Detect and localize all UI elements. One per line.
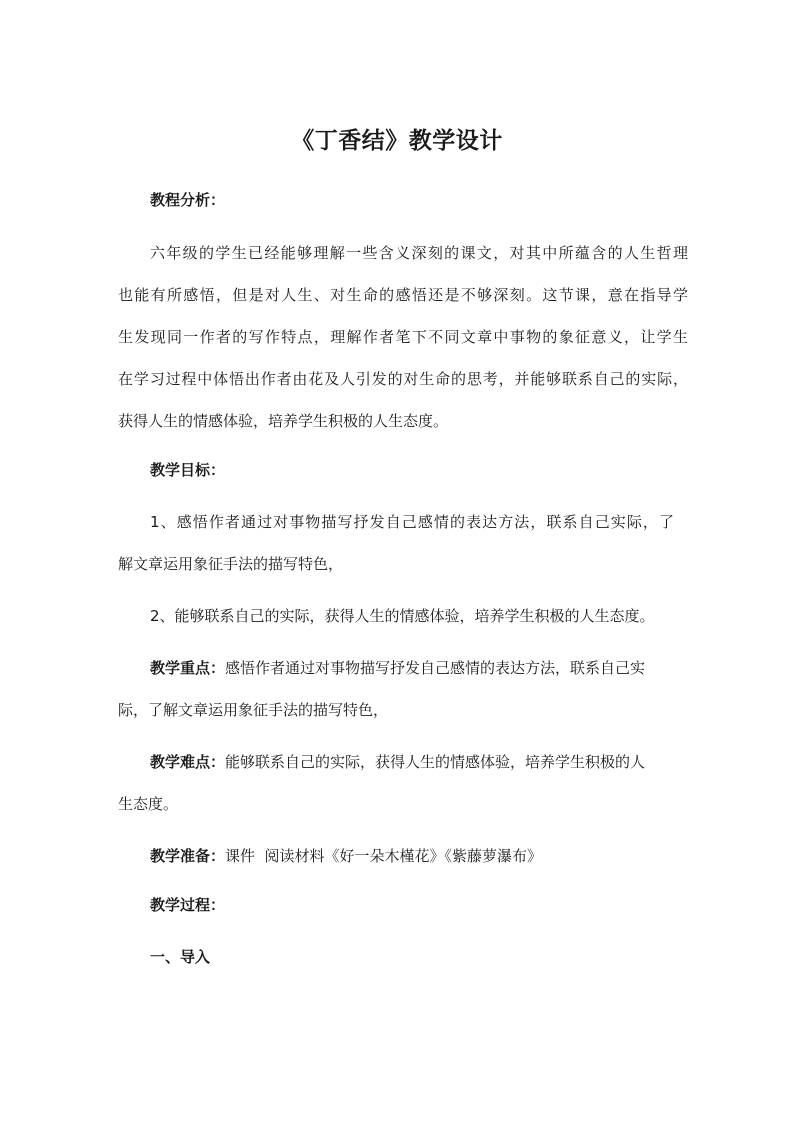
objective-1-line-1: 1、感悟作者通过对事物描写抒发自己感情的表达方法，联系自己实际，了 — [150, 513, 674, 531]
process-section-1: 一、导入 — [150, 948, 211, 966]
key-points-text: 感悟作者通过对事物描写抒发自己感情的表达方法，联系自己实 — [225, 659, 646, 677]
analysis-line-2: 也能有所感悟，但是对人生、对生命的感悟还是不够深刻。这节课，意在指导学 — [118, 286, 688, 304]
preparation-label: 教学准备： — [150, 847, 226, 865]
difficulties-line-2: 生态度。 — [118, 795, 179, 813]
analysis-line-5: 获得人生的情感体验，培养学生积极的人生态度。 — [118, 412, 449, 430]
analysis-line-1: 六年级的学生已经能够理解一些含义深刻的课文，对其中所蕴含的人生哲理 — [150, 244, 688, 262]
objectives-heading: 教学目标： — [150, 461, 226, 479]
document-title: 《丁香结》教学设计 — [291, 128, 503, 154]
objective-2: 2、能够联系自己的实际，获得人生的情感体验，培养学生积极的人生态度。 — [150, 607, 655, 625]
process-heading: 教学过程： — [150, 896, 226, 914]
difficulties-line-1 — [150, 752, 720, 772]
analysis-heading: 教程分析： — [150, 191, 226, 209]
key-points-line-2: 际，了解文章运用象征手法的描写特色， — [118, 701, 389, 719]
key-points-label: 教学重点： — [150, 659, 226, 677]
analysis-line-3: 生发现同一作者的写作特点，理解作者笔下不同文章中事物的象征意义，让学生 — [118, 328, 688, 346]
preparation-text: 课件 阅读材料《好一朵木槿花》《紫藤萝瀑布》 — [225, 847, 543, 865]
difficulties-label: 教学难点： — [150, 753, 226, 771]
analysis-line-4: 在学习过程中体悟出作者由花及人引发的对生命的思考，并能够联系自己的实际， — [118, 370, 688, 388]
objective-1-line-2: 解文章运用象征手法的描写特色， — [118, 555, 344, 573]
preparation-line — [150, 846, 720, 866]
difficulties-text: 能够联系自己的实际，获得人生的情感体验，培养学生积极的人 — [225, 753, 646, 771]
key-points-line-1 — [150, 658, 720, 678]
